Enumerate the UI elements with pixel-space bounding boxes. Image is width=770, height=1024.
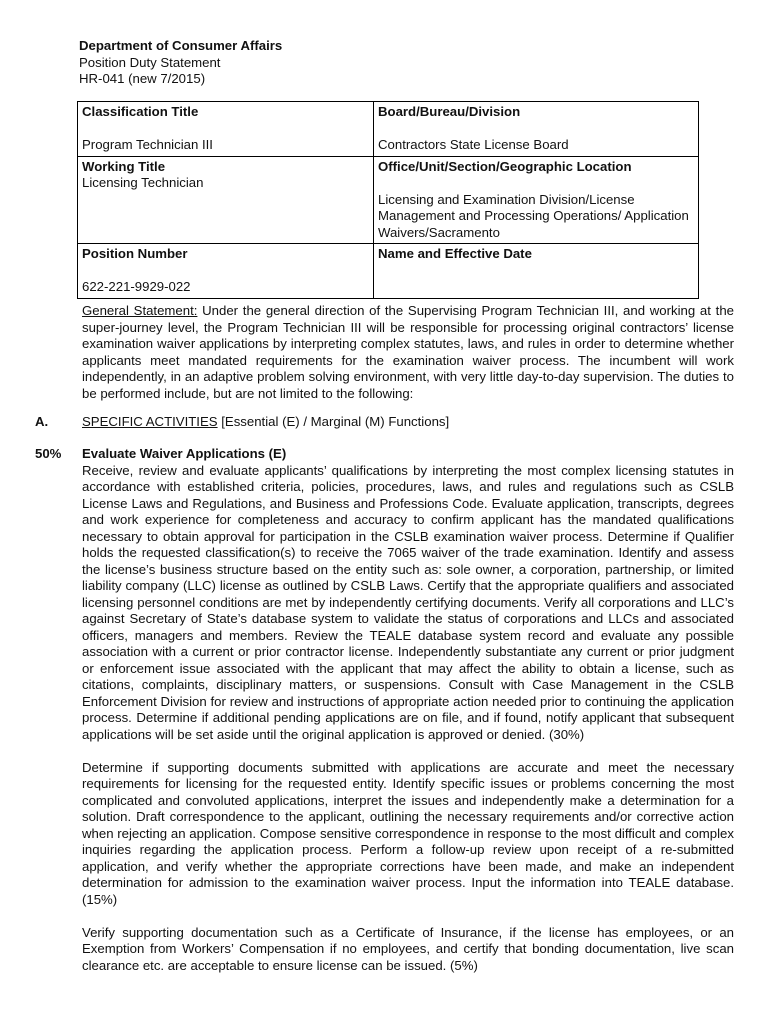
section-label: SPECIFIC ACTIVITIES: [82, 414, 218, 429]
board-value: Contractors State License Board: [378, 137, 569, 152]
table-row: [78, 102, 699, 157]
classification-cell: [78, 102, 374, 157]
activity-title: Evaluate Waiver Applications (E): [82, 446, 287, 461]
office-value: Licensing and Examination Division/License Management and Processing Operations/ Application Waivers/Sacramento: [378, 191, 689, 240]
form-number: HR-041 (new 7/2015): [79, 71, 206, 86]
classification-label: Classification Title: [82, 104, 199, 119]
general-statement-text: Under the general direction of the Supervising Program Technician III, and working at the super-journey level, the Program Technician III will be responsible for processing original contractors’ license examination waiver applications by interpreting complex statutes, laws, and rules in order to determine whether applicants meet mandated requirements for the examination waiver process. The incumbent will work independently, in an adaptive problem solving environment, with very little day-to-day supervision. The duties to be performed include, but are not limited to the following:: [82, 303, 734, 401]
activity-paragraph: Verify supporting documentation such as a Certificate of Insurance, if the license has employees, or an Exemption from Workers’ Compensation if no employees, and certify that bonding documentation, live scan clearance etc. are acceptable to ensure license can be issued. (5%): [82, 924, 734, 973]
working-title-value: Licensing Technician: [82, 175, 204, 190]
activity-paragraph: Determine if supporting documents submitted with applications are accurate and meet the necessary requirements for licensing for the requested entity. Identify specific issues or problems concerning the most complicated and convoluted applications, interpret the issues and independently make a determination for a solution. Draft correspondence to the applicant, outlining the necessary requirements and/or corrective action when rejecting an application. Compose sensitive correspondence in response to the most difficult and complex inquiries regarding the application process. Perform a follow-up review upon receipt of a re-submitted application, and verify whether the appropriate corrections have been made, and make an independent determination for admission to the examination waiver process. Input the information into TEALE database. (15%): [82, 759, 734, 907]
name-date-label: Name and Effective Date: [378, 246, 532, 261]
position-number-label: Position Number: [82, 246, 188, 261]
working-title-cell: [78, 156, 374, 244]
document-header: [79, 38, 282, 88]
general-statement-label: General Statement:: [82, 303, 198, 318]
board-cell: [374, 102, 699, 157]
office-cell: [374, 156, 699, 244]
classification-value: Program Technician III: [82, 137, 213, 152]
table-row: [78, 156, 699, 244]
office-label: Office/Unit/Section/Geographic Location: [378, 158, 632, 174]
position-info-table: [77, 101, 699, 299]
activity-paragraph: Receive, review and evaluate applicants’ qualifications by interpreting the most complex licensing statutes in accordance with established criteria, policies, procedures, laws, and rules and regulations such as CSLB License Laws and Regulations, and Business and Professions Code. Evaluate application, transcripts, degrees and work experience for completeness and accuracy to confirm applicant has the mandated qualifications necessary to obtain approval for participation in the CSLB examination waiver process. Determine if Qualifier holds the requested classification(s) to receive the 7065 waiver of the trade examination. Identify and assess the license’s business structure based on the entity such as: sole owner, a corporation, partnership, or limited liability company (LLC) license as outlined by CSLB Laws. Certify that the appropriate qualifiers and associated licensing personnel conditions are met by independently certifying documents. Verify all corporations and LLC’s against Secretary of State’s database system to validate the status of corporations and LLCs and associated officers, managers and members. Review the TEALE database system record and evaluate any possible association with a current or prior contractor license. Independently substantiate any current or prior judgment or enforcement issue associated with the applicant that may affect the ability to obtain a license, such as citations, complaints, disciplinary matters, or suspensions. Consult with Case Management in the CSLB Enforcement Division for review and instructions of appropriate action needed prior to continuing the application process. Determine if additional pending applications are on file, and if found, notify applicant that subsequent applications will be set aside until the original application is approved or denied. (30%): [82, 462, 734, 742]
position-number-value: 622-221-9929-022: [82, 279, 191, 294]
position-number-cell: [78, 244, 374, 299]
general-statement: [82, 303, 734, 402]
table-row: [78, 244, 699, 299]
section-suffix: [Essential (E) / Marginal (M) Functions]: [217, 414, 450, 429]
document-title: Position Duty Statement: [79, 54, 221, 70]
section-marker: A.: [35, 414, 49, 429]
board-label: Board/Bureau/Division: [378, 104, 521, 119]
department-name: Department of Consumer Affairs: [79, 38, 283, 53]
name-date-cell: [374, 244, 699, 299]
activity-percent: 50%: [35, 446, 62, 461]
working-title-label: Working Title: [82, 158, 166, 174]
